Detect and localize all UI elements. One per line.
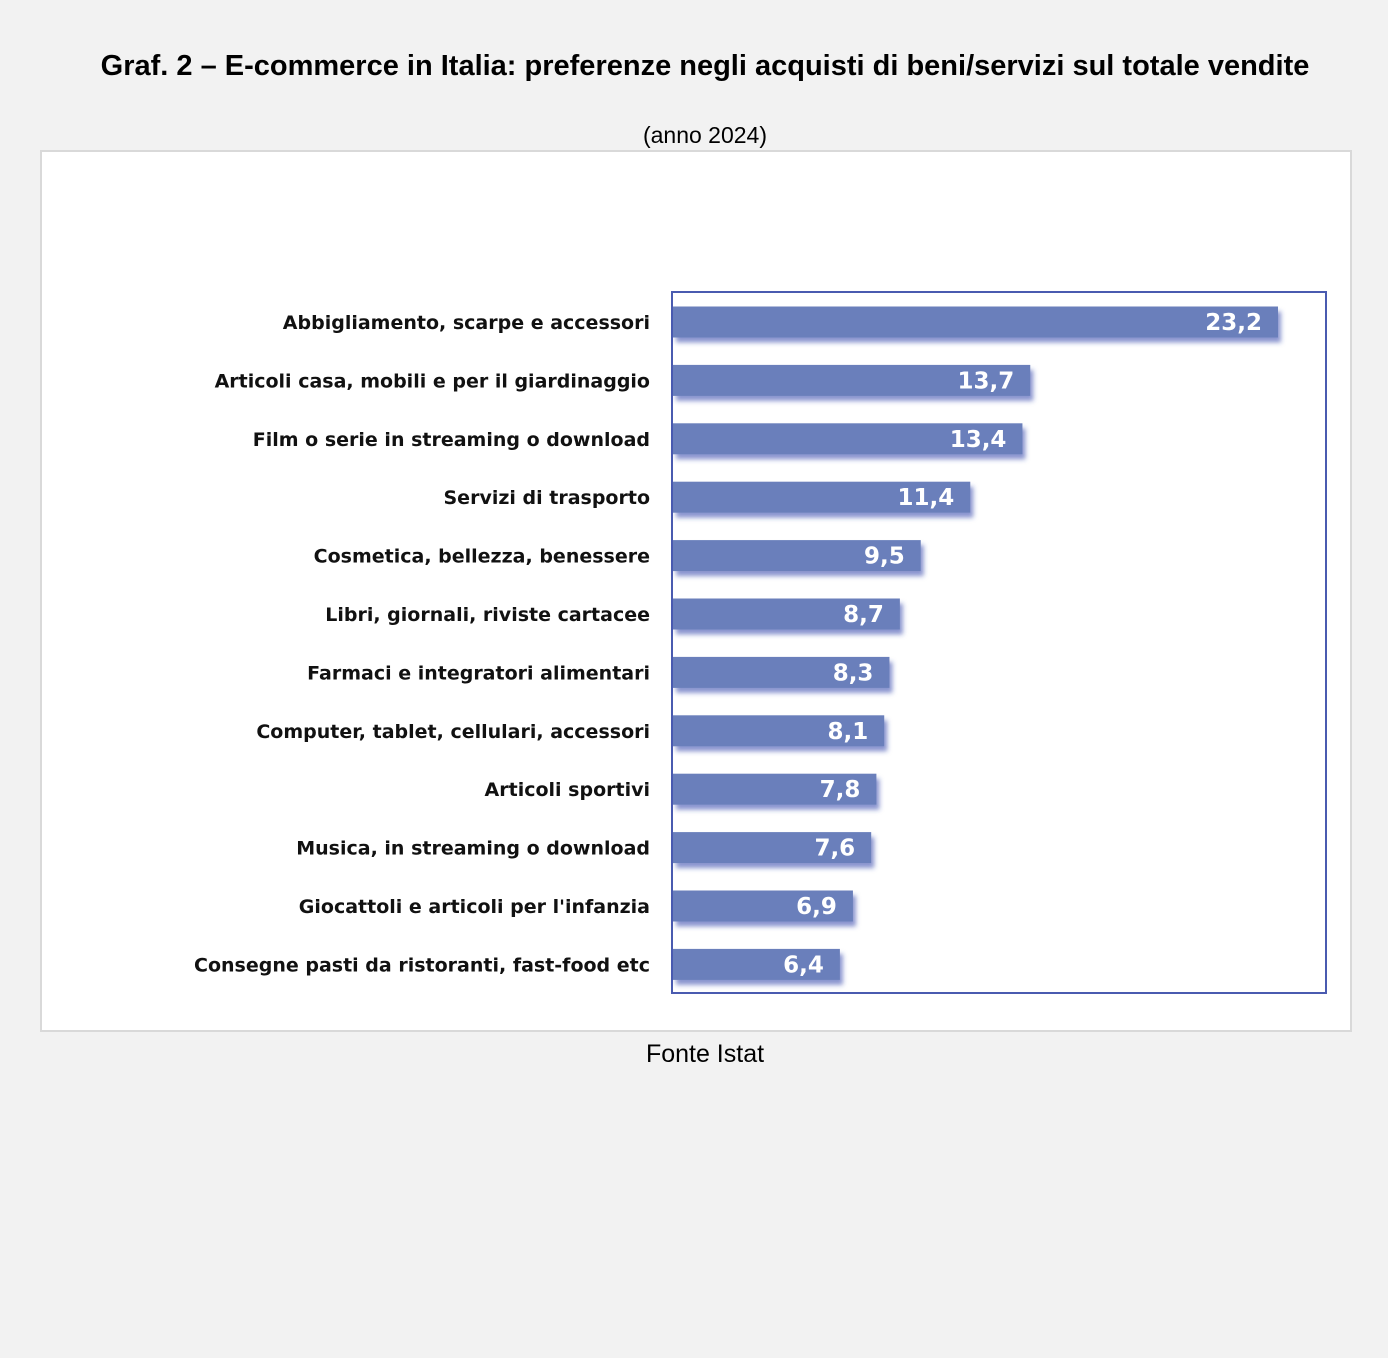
chart-title: Graf. 2 – E-commerce in Italia: preferenze negli acquisti di beni/servizi sul totale vendite xyxy=(100,50,1310,82)
chart-subtitle: (anno 2024) xyxy=(642,122,768,148)
chart-area xyxy=(40,150,1352,1032)
bars-layer xyxy=(194,307,1278,980)
value-label-12: 6,4 xyxy=(783,952,824,979)
value-label-10: 7,6 xyxy=(814,835,856,862)
category-label-2: Articoli casa, mobili e per il giardinaggio xyxy=(214,370,650,393)
value-label-1: 23,2 xyxy=(1205,310,1262,336)
category-label-10: Musica, in streaming o download xyxy=(296,837,650,860)
category-label-3: Film o serie in streaming o download xyxy=(252,428,650,451)
source-note: Fonte Istat xyxy=(645,1040,765,1068)
category-label-1: Abbigliamento, scarpe e accessori xyxy=(282,312,650,334)
value-label-7: 8,3 xyxy=(832,660,874,687)
bar-chart xyxy=(42,152,1350,1030)
value-label-4: 11,4 xyxy=(897,485,955,512)
value-label-5: 9,5 xyxy=(863,543,905,570)
category-label-8: Computer, tablet, cellulari, accessori xyxy=(256,720,650,743)
category-label-7: Farmaci e integratori alimentari xyxy=(307,662,650,685)
category-label-4: Servizi di trasporto xyxy=(443,487,650,510)
value-label-8: 8,1 xyxy=(827,718,869,745)
value-label-6: 8,7 xyxy=(843,602,884,628)
value-label-9: 7,8 xyxy=(819,777,861,804)
category-label-11: Giocattoli e articoli per l'infanzia xyxy=(298,896,650,918)
value-label-2: 13,7 xyxy=(957,368,1015,395)
bar-1 xyxy=(673,307,1278,338)
value-label-11: 6,9 xyxy=(796,894,837,920)
category-label-6: Libri, giornali, riviste cartacee xyxy=(325,604,650,626)
plot-area-border xyxy=(672,292,1326,993)
category-label-9: Articoli sportivi xyxy=(484,779,650,802)
category-label-12: Consegne pasti da ristoranti, fast-food etc xyxy=(194,954,650,977)
category-label-5: Cosmetica, bellezza, benessere xyxy=(313,545,650,568)
value-label-3: 13,4 xyxy=(949,426,1007,453)
